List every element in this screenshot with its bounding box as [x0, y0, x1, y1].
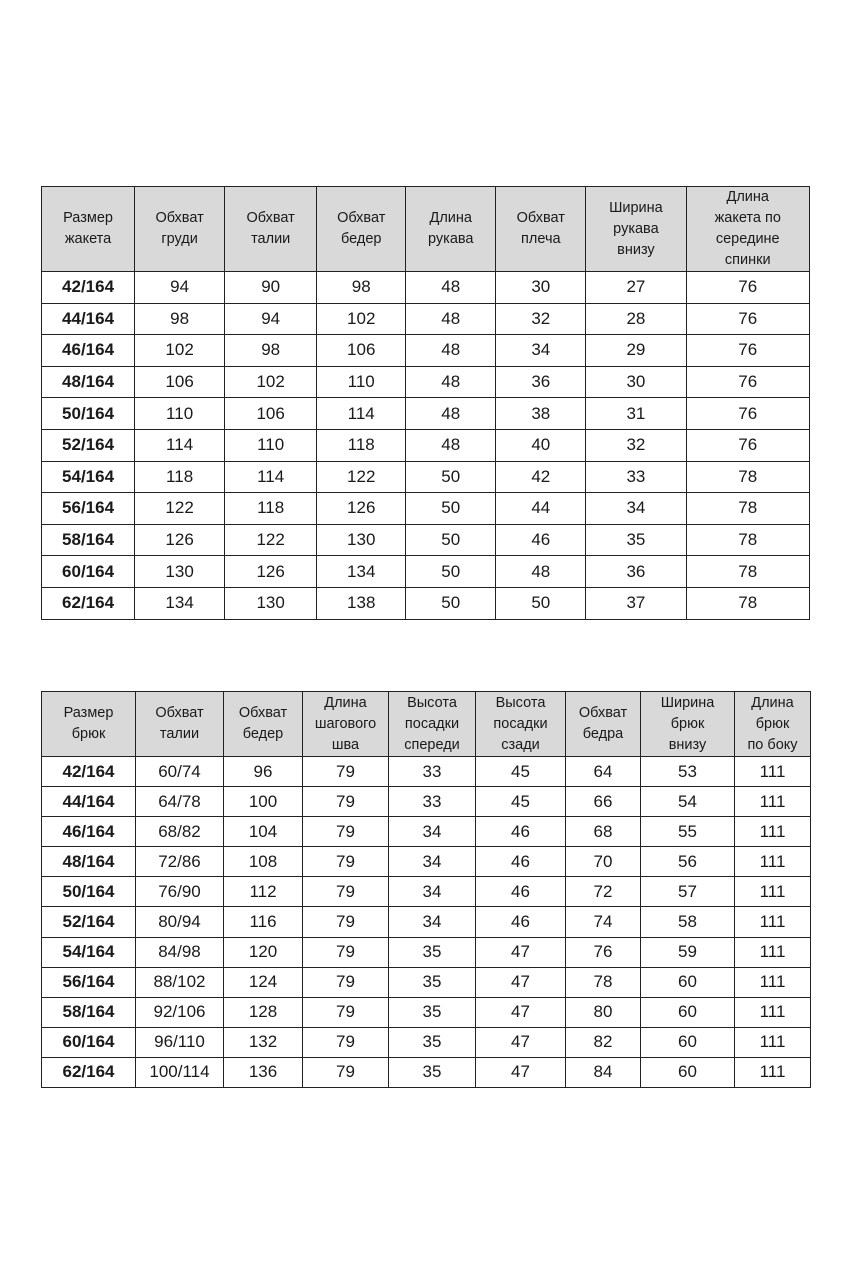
jacket-value-cell: 50: [406, 556, 496, 588]
trousers-value-cell: 34: [389, 847, 476, 877]
trousers-value-cell: 79: [303, 937, 389, 967]
jacket-value-cell: 76: [686, 366, 810, 398]
trousers-value-cell: 76/90: [136, 877, 224, 907]
trousers-value-cell: 35: [389, 1057, 476, 1087]
jacket-value-cell: 102: [317, 303, 406, 335]
jacket-value-cell: 28: [586, 303, 686, 335]
trousers-value-cell: 79: [303, 817, 389, 847]
trousers-value-cell: 47: [476, 1027, 566, 1057]
jacket-value-cell: 30: [586, 366, 686, 398]
jacket-size-cell: 44/164: [42, 303, 135, 335]
trousers-value-cell: 47: [476, 997, 566, 1027]
jacket-value-cell: 34: [586, 493, 686, 525]
trousers-value-cell: 47: [476, 1057, 566, 1087]
jacket-value-cell: 98: [317, 272, 406, 304]
trousers-value-cell: 33: [389, 787, 476, 817]
jacket-value-cell: 48: [406, 429, 496, 461]
jacket-value-cell: 110: [135, 398, 225, 430]
trousers-size-cell: 50/164: [42, 877, 136, 907]
trousers-table-row: [42, 1027, 811, 1057]
jacket-value-cell: 46: [496, 524, 586, 556]
trousers-value-cell: 60: [641, 1057, 735, 1087]
trousers-value-cell: 111: [735, 787, 811, 817]
jacket-table-row: [42, 335, 810, 367]
jacket-table-body: [42, 272, 810, 620]
trousers-value-cell: 64: [566, 757, 641, 787]
trousers-header-cell: Высота посадки сзади: [476, 692, 566, 757]
jacket-size-cell: 42/164: [42, 272, 135, 304]
jacket-value-cell: 78: [686, 493, 810, 525]
trousers-value-cell: 46: [476, 817, 566, 847]
jacket-value-cell: 130: [135, 556, 225, 588]
trousers-value-cell: 53: [641, 757, 735, 787]
trousers-size-cell: 42/164: [42, 757, 136, 787]
jacket-value-cell: 48: [406, 335, 496, 367]
trousers-value-cell: 100: [224, 787, 303, 817]
trousers-header-cell: Длина брюк по боку: [735, 692, 811, 757]
trousers-value-cell: 45: [476, 787, 566, 817]
jacket-table-row: [42, 587, 810, 619]
trousers-value-cell: 74: [566, 907, 641, 937]
trousers-value-cell: 104: [224, 817, 303, 847]
trousers-value-cell: 80: [566, 997, 641, 1027]
trousers-header-cell: Обхват талии: [136, 692, 224, 757]
trousers-value-cell: 79: [303, 757, 389, 787]
jacket-value-cell: 78: [686, 587, 810, 619]
trousers-value-cell: 80/94: [136, 907, 224, 937]
jacket-value-cell: 114: [135, 429, 225, 461]
jacket-value-cell: 122: [225, 524, 317, 556]
jacket-value-cell: 50: [406, 524, 496, 556]
trousers-value-cell: 33: [389, 757, 476, 787]
trousers-size-cell: 44/164: [42, 787, 136, 817]
jacket-value-cell: 118: [225, 493, 317, 525]
jacket-value-cell: 94: [225, 303, 317, 335]
trousers-size-cell: 56/164: [42, 967, 136, 997]
trousers-size-table: [41, 691, 811, 1088]
jacket-value-cell: 27: [586, 272, 686, 304]
jacket-value-cell: 98: [225, 335, 317, 367]
jacket-value-cell: 138: [317, 587, 406, 619]
jacket-value-cell: 50: [406, 493, 496, 525]
jacket-value-cell: 33: [586, 461, 686, 493]
trousers-value-cell: 64/78: [136, 787, 224, 817]
trousers-size-cell: 46/164: [42, 817, 136, 847]
trousers-table-row: [42, 847, 811, 877]
trousers-value-cell: 46: [476, 847, 566, 877]
jacket-value-cell: 126: [317, 493, 406, 525]
jacket-value-cell: 36: [496, 366, 586, 398]
trousers-header-cell: Обхват бедер: [224, 692, 303, 757]
trousers-value-cell: 79: [303, 877, 389, 907]
trousers-value-cell: 111: [735, 757, 811, 787]
trousers-value-cell: 112: [224, 877, 303, 907]
jacket-header-cell: Размер жакета: [42, 187, 135, 272]
jacket-value-cell: 114: [225, 461, 317, 493]
jacket-value-cell: 106: [317, 335, 406, 367]
jacket-value-cell: 130: [225, 587, 317, 619]
jacket-value-cell: 122: [135, 493, 225, 525]
jacket-value-cell: 42: [496, 461, 586, 493]
jacket-value-cell: 48: [406, 303, 496, 335]
trousers-value-cell: 84/98: [136, 937, 224, 967]
jacket-header-cell: Ширина рукава внизу: [586, 187, 686, 272]
trousers-value-cell: 34: [389, 877, 476, 907]
trousers-value-cell: 59: [641, 937, 735, 967]
jacket-size-cell: 58/164: [42, 524, 135, 556]
trousers-value-cell: 132: [224, 1027, 303, 1057]
trousers-value-cell: 111: [735, 1057, 811, 1087]
trousers-value-cell: 72: [566, 877, 641, 907]
jacket-value-cell: 76: [686, 335, 810, 367]
trousers-value-cell: 111: [735, 907, 811, 937]
jacket-size-cell: 54/164: [42, 461, 135, 493]
jacket-value-cell: 110: [317, 366, 406, 398]
jacket-value-cell: 106: [225, 398, 317, 430]
trousers-header-cell: Длина шагового шва: [303, 692, 389, 757]
trousers-value-cell: 68: [566, 817, 641, 847]
jacket-table-row: [42, 303, 810, 335]
trousers-table-row: [42, 937, 811, 967]
jacket-value-cell: 76: [686, 272, 810, 304]
jacket-header-cell: Длина рукава: [406, 187, 496, 272]
trousers-value-cell: 68/82: [136, 817, 224, 847]
jacket-value-cell: 114: [317, 398, 406, 430]
jacket-value-cell: 48: [496, 556, 586, 588]
trousers-value-cell: 35: [389, 937, 476, 967]
jacket-value-cell: 106: [135, 366, 225, 398]
jacket-size-cell: 56/164: [42, 493, 135, 525]
trousers-value-cell: 78: [566, 967, 641, 997]
trousers-table-row: [42, 967, 811, 997]
trousers-value-cell: 46: [476, 877, 566, 907]
jacket-value-cell: 34: [496, 335, 586, 367]
trousers-value-cell: 128: [224, 997, 303, 1027]
trousers-header-cell: Размер брюк: [42, 692, 136, 757]
trousers-size-cell: 58/164: [42, 997, 136, 1027]
jacket-size-cell: 50/164: [42, 398, 135, 430]
trousers-value-cell: 55: [641, 817, 735, 847]
trousers-value-cell: 111: [735, 847, 811, 877]
jacket-value-cell: 134: [135, 587, 225, 619]
trousers-value-cell: 35: [389, 1027, 476, 1057]
jacket-value-cell: 78: [686, 556, 810, 588]
trousers-value-cell: 57: [641, 877, 735, 907]
jacket-value-cell: 90: [225, 272, 317, 304]
trousers-header-cell: Обхват бедра: [566, 692, 641, 757]
jacket-value-cell: 48: [406, 366, 496, 398]
trousers-value-cell: 60: [641, 1027, 735, 1057]
jacket-table-row: [42, 524, 810, 556]
jacket-value-cell: 118: [135, 461, 225, 493]
trousers-size-cell: 54/164: [42, 937, 136, 967]
trousers-value-cell: 100/114: [136, 1057, 224, 1087]
trousers-value-cell: 34: [389, 817, 476, 847]
trousers-value-cell: 56: [641, 847, 735, 877]
jacket-value-cell: 40: [496, 429, 586, 461]
trousers-size-cell: 62/164: [42, 1057, 136, 1087]
trousers-value-cell: 96: [224, 757, 303, 787]
trousers-value-cell: 82: [566, 1027, 641, 1057]
trousers-value-cell: 60/74: [136, 757, 224, 787]
jacket-value-cell: 50: [406, 461, 496, 493]
trousers-value-cell: 60: [641, 967, 735, 997]
jacket-value-cell: 102: [135, 335, 225, 367]
jacket-table-row: [42, 398, 810, 430]
trousers-value-cell: 45: [476, 757, 566, 787]
jacket-value-cell: 110: [225, 429, 317, 461]
jacket-table-row: [42, 429, 810, 461]
trousers-value-cell: 79: [303, 997, 389, 1027]
jacket-size-table: [41, 186, 810, 620]
jacket-value-cell: 94: [135, 272, 225, 304]
trousers-value-cell: 76: [566, 937, 641, 967]
trousers-table-row: [42, 1057, 811, 1087]
jacket-size-cell: 62/164: [42, 587, 135, 619]
trousers-table-row: [42, 757, 811, 787]
trousers-size-cell: 48/164: [42, 847, 136, 877]
jacket-size-cell: 60/164: [42, 556, 135, 588]
jacket-value-cell: 78: [686, 524, 810, 556]
jacket-value-cell: 31: [586, 398, 686, 430]
jacket-value-cell: 126: [135, 524, 225, 556]
jacket-table-header: [42, 187, 810, 272]
trousers-value-cell: 79: [303, 967, 389, 997]
trousers-table-body: [42, 757, 811, 1088]
jacket-value-cell: 118: [317, 429, 406, 461]
jacket-value-cell: 30: [496, 272, 586, 304]
jacket-size-cell: 48/164: [42, 366, 135, 398]
trousers-value-cell: 79: [303, 787, 389, 817]
trousers-value-cell: 46: [476, 907, 566, 937]
jacket-value-cell: 130: [317, 524, 406, 556]
jacket-value-cell: 35: [586, 524, 686, 556]
trousers-value-cell: 108: [224, 847, 303, 877]
trousers-size-cell: 52/164: [42, 907, 136, 937]
trousers-value-cell: 124: [224, 967, 303, 997]
jacket-value-cell: 134: [317, 556, 406, 588]
jacket-value-cell: 78: [686, 461, 810, 493]
jacket-value-cell: 76: [686, 398, 810, 430]
jacket-value-cell: 76: [686, 429, 810, 461]
trousers-table-row: [42, 907, 811, 937]
trousers-value-cell: 79: [303, 847, 389, 877]
trousers-value-cell: 66: [566, 787, 641, 817]
jacket-table-row: [42, 461, 810, 493]
trousers-value-cell: 111: [735, 997, 811, 1027]
trousers-header-cell: Ширина брюк внизу: [641, 692, 735, 757]
jacket-table-row: [42, 556, 810, 588]
jacket-value-cell: 48: [406, 272, 496, 304]
jacket-value-cell: 36: [586, 556, 686, 588]
trousers-value-cell: 79: [303, 1057, 389, 1087]
trousers-table-header: [42, 692, 811, 757]
jacket-value-cell: 50: [496, 587, 586, 619]
trousers-value-cell: 84: [566, 1057, 641, 1087]
trousers-value-cell: 111: [735, 937, 811, 967]
jacket-value-cell: 38: [496, 398, 586, 430]
jacket-value-cell: 122: [317, 461, 406, 493]
jacket-value-cell: 29: [586, 335, 686, 367]
jacket-header-cell: Обхват плеча: [496, 187, 586, 272]
jacket-value-cell: 102: [225, 366, 317, 398]
trousers-value-cell: 54: [641, 787, 735, 817]
jacket-value-cell: 50: [406, 587, 496, 619]
trousers-value-cell: 111: [735, 877, 811, 907]
trousers-value-cell: 111: [735, 817, 811, 847]
jacket-header-cell: Обхват бедер: [317, 187, 406, 272]
trousers-value-cell: 88/102: [136, 967, 224, 997]
trousers-value-cell: 35: [389, 997, 476, 1027]
trousers-value-cell: 136: [224, 1057, 303, 1087]
trousers-value-cell: 34: [389, 907, 476, 937]
trousers-value-cell: 96/110: [136, 1027, 224, 1057]
trousers-value-cell: 47: [476, 967, 566, 997]
trousers-value-cell: 58: [641, 907, 735, 937]
jacket-value-cell: 44: [496, 493, 586, 525]
trousers-table-row: [42, 997, 811, 1027]
trousers-header-cell: Высота посадки спереди: [389, 692, 476, 757]
jacket-table-row: [42, 493, 810, 525]
jacket-value-cell: 98: [135, 303, 225, 335]
jacket-header-cell: Длина жакета по середине спинки: [686, 187, 810, 272]
trousers-value-cell: 70: [566, 847, 641, 877]
trousers-value-cell: 47: [476, 937, 566, 967]
trousers-value-cell: 79: [303, 1027, 389, 1057]
jacket-value-cell: 126: [225, 556, 317, 588]
trousers-size-cell: 60/164: [42, 1027, 136, 1057]
jacket-size-cell: 46/164: [42, 335, 135, 367]
jacket-value-cell: 32: [496, 303, 586, 335]
trousers-value-cell: 116: [224, 907, 303, 937]
jacket-value-cell: 48: [406, 398, 496, 430]
trousers-value-cell: 35: [389, 967, 476, 997]
trousers-value-cell: 72/86: [136, 847, 224, 877]
jacket-header-cell: Обхват груди: [135, 187, 225, 272]
jacket-value-cell: 32: [586, 429, 686, 461]
jacket-table-row: [42, 272, 810, 304]
trousers-value-cell: 120: [224, 937, 303, 967]
trousers-value-cell: 92/106: [136, 997, 224, 1027]
jacket-header-cell: Обхват талии: [225, 187, 317, 272]
jacket-value-cell: 76: [686, 303, 810, 335]
trousers-table-row: [42, 787, 811, 817]
jacket-value-cell: 37: [586, 587, 686, 619]
trousers-value-cell: 111: [735, 967, 811, 997]
trousers-value-cell: 79: [303, 907, 389, 937]
trousers-value-cell: 60: [641, 997, 735, 1027]
trousers-table-row: [42, 877, 811, 907]
trousers-table-row: [42, 817, 811, 847]
jacket-size-cell: 52/164: [42, 429, 135, 461]
jacket-table-row: [42, 366, 810, 398]
trousers-value-cell: 111: [735, 1027, 811, 1057]
